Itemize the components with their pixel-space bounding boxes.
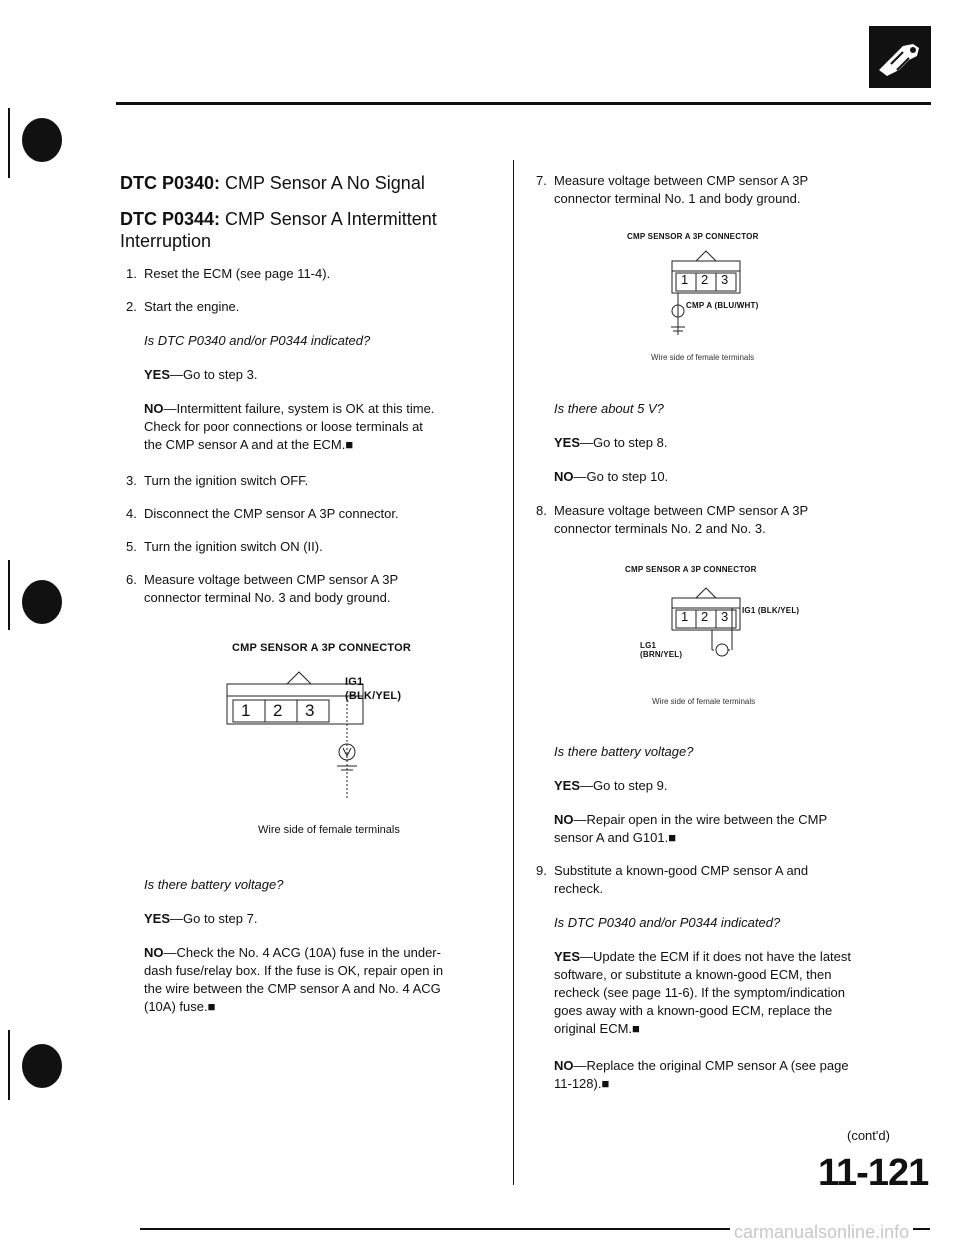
pin-2: 2	[701, 272, 709, 287]
margin-bracket	[0, 108, 10, 178]
answer-yes-7: YES—Go to step 8.	[554, 435, 668, 450]
wire-label-lg1: LG1	[640, 641, 657, 650]
answer-no-7: NO—Go to step 10.	[554, 469, 669, 484]
answer-no-9: NO—Replace the original CMP sensor A (see page 11-128).■	[554, 1058, 849, 1091]
question-8: Is there battery voltage?	[554, 744, 694, 759]
pin-1: 1	[241, 701, 251, 720]
car-engine-icon	[869, 26, 931, 88]
pin-3: 3	[721, 272, 729, 287]
step-1: 1. Reset the ECM (see page 11-4).	[126, 266, 331, 281]
connector-diagram-8	[670, 584, 760, 664]
answer-yes-8: YES—Go to step 9.	[554, 778, 668, 793]
diagram-caption: Wire side of female terminals	[258, 824, 400, 836]
diagram-caption-8: Wire side of female terminals	[652, 697, 756, 706]
pin-3: 3	[721, 609, 729, 624]
margin-bracket	[0, 560, 10, 630]
watermark: carmanualsonline.info	[730, 1222, 913, 1243]
pin-3: 3	[305, 701, 315, 720]
column-divider	[513, 160, 514, 1185]
continued-label: (cont'd)	[847, 1128, 890, 1143]
pin-1: 1	[681, 609, 689, 624]
diagram-caption-7: Wire side of female terminals	[651, 353, 755, 362]
question-2: Is there battery voltage?	[144, 877, 284, 892]
pin-2: 2	[273, 701, 283, 720]
answer-yes-1: YES—Go to step 3.	[144, 367, 258, 382]
answer-no-8: NO—Repair open in the wire between the CMP sensor A and G101.■	[554, 812, 828, 845]
step-3: 3. Turn the ignition switch OFF.	[126, 473, 309, 488]
dtc-title-p0344: DTC P0344: CMP Sensor A Intermittent Interruption	[120, 209, 437, 251]
answer-yes-2: YES—Go to step 7.	[144, 911, 258, 926]
step-4: 4. Disconnect the CMP sensor A 3P connector.	[126, 506, 399, 521]
question-1: Is DTC P0340 and/or P0344 indicated?	[144, 333, 371, 348]
wire-label-ig1: IG1 (BLK/YEL)	[742, 606, 800, 615]
header-rule	[116, 102, 931, 105]
step-2: 2. Start the engine.	[126, 299, 240, 314]
binding-hole	[22, 1044, 62, 1088]
dtc-title-p0340: DTC P0340: CMP Sensor A No Signal	[120, 173, 425, 193]
step-9: 9. Substitute a known-good CMP sensor A and recheck.	[536, 863, 809, 896]
connector-title-8: CMP SENSOR A 3P CONNECTOR	[625, 565, 757, 574]
pin-2: 2	[701, 609, 709, 624]
page-number: 11-121	[818, 1152, 929, 1194]
wire-label-cmp: CMP A (BLU/WHT)	[686, 301, 759, 310]
wire-label-lg1-color: (BRN/YEL)	[640, 650, 683, 659]
wire-label-ig1: IG1	[345, 676, 364, 688]
answer-no-1: NO—Intermittent failure, system is OK at this time. Check for poor connections or loose terminals at the CMP sensor A and at the ECM.■	[144, 401, 435, 452]
connector-diagram-7	[670, 247, 750, 337]
question-7: Is there about 5 V?	[554, 401, 664, 416]
step-7: 7. Measure voltage between CMP sensor A 3P connector terminal No. 1 and body ground.	[536, 173, 809, 206]
step-6: 6. Measure voltage between CMP sensor A 3P connector terminal No. 3 and body ground.	[126, 572, 399, 605]
binding-hole	[22, 118, 62, 162]
pin-1: 1	[681, 272, 689, 287]
connector-title-7: CMP SENSOR A 3P CONNECTOR	[627, 232, 759, 241]
wire-label-color: (BLK/YEL)	[345, 690, 402, 702]
step-8: 8. Measure voltage between CMP sensor A 3P connector terminals No. 2 and No. 3.	[536, 503, 809, 536]
margin-bracket	[0, 1030, 10, 1100]
question-9: Is DTC P0340 and/or P0344 indicated?	[554, 915, 781, 930]
answer-no-2: NO—Check the No. 4 ACG (10A) fuse in the under- dash fuse/relay box. If the fuse is OK, repair open in the wire between the CMP sensor A and No. 4 ACG (10A) fuse.■	[144, 945, 444, 1014]
binding-hole	[22, 580, 62, 624]
answer-yes-9: YES—Update the ECM if it does not have the latest software, or substitute a known-good ECM, then recheck (see page 11-6). If the symptom/indication goes away with a known-good ECM, replace the original ECM.■	[554, 949, 851, 1036]
connector-title: CMP SENSOR A 3P CONNECTOR	[232, 642, 411, 654]
step-5: 5. Turn the ignition switch ON (II).	[126, 539, 323, 554]
